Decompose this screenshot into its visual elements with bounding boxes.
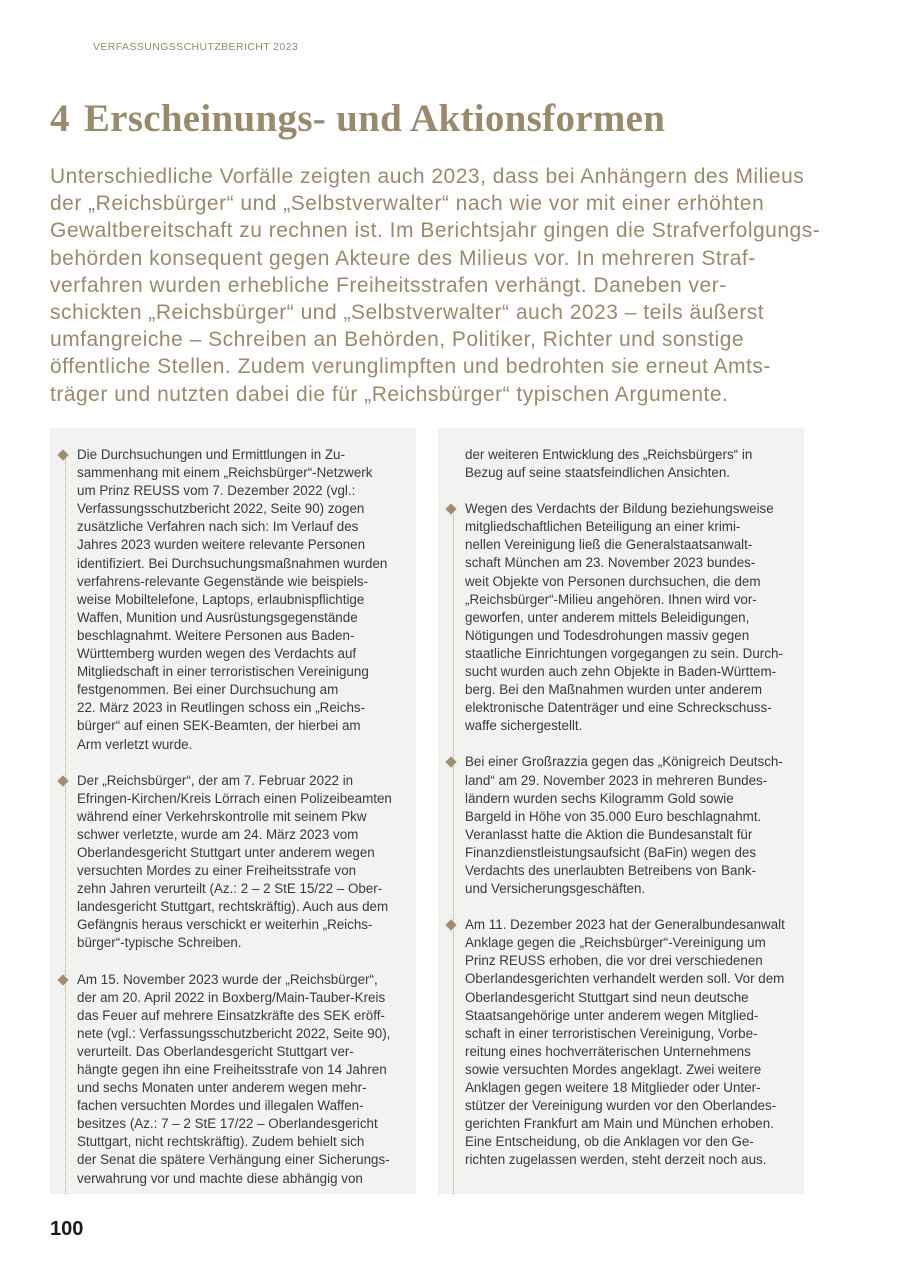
bullet-paragraph [465, 500, 800, 735]
text-line: Anklage gegen die „Reichsbürger“-Vereinigung um [465, 935, 766, 951]
chapter-title-text: Erscheinungs- und Aktionsformen [83, 97, 666, 140]
text-line: besitzes (Az.: 7 – 2 StE 17/22 – Oberlandesgericht [77, 1116, 378, 1132]
diamond-bullet-icon [57, 974, 68, 985]
text-line: schaft in einer terroristischen Vereinigung, Vorbe- [465, 1025, 758, 1041]
text-line: nete (vgl.: Verfassungsschutzbericht 2022, Seite 90), [77, 1025, 391, 1041]
text-line: weit Objekte von Personen durchsuchen, die dem [465, 573, 761, 589]
text-line: Oberlandesgericht Stuttgart sind neun deutsche [465, 989, 749, 1005]
text-line: berg. Bei den Maßnahmen wurden unter anderem [465, 682, 763, 698]
text-line: versuchten Mordes zu einer Freiheitsstrafe von [77, 863, 357, 879]
lead-paragraph [50, 163, 821, 408]
continued-paragraph [465, 446, 800, 482]
text-line: Staatsangehörige unter anderem wegen Mitglied- [465, 1007, 759, 1023]
text-line: schwer verletzte, wurde am 24. März 2023 vom [77, 826, 359, 842]
text-line: Gefängnis heraus verschickt er weiterhin „Reichs- [77, 917, 373, 933]
bullet-paragraph [465, 753, 800, 898]
text-line: fachen versuchten Mordes und illegalen Waffen- [77, 1098, 364, 1114]
lead-line: Gewaltbereitschaft zu rechnen ist. Im Berichtsjahr gingen die Strafverfolgungs- [50, 219, 821, 243]
text-line: Stuttgart, nicht rechtskräftig). Zudem behielt sich [77, 1134, 365, 1150]
bullet-paragraph [77, 772, 412, 953]
diamond-bullet-icon [57, 449, 68, 460]
text-line: „Reichsbürger“-Milieu angehören. Ihnen wird vor- [465, 591, 757, 607]
text-line: zusätzliche Verfahren nach sich: Im Verlauf des [77, 519, 359, 535]
text-line: Veranlasst hatte die Aktion die Bundesanstalt für [465, 826, 753, 842]
lead-line: der „Reichsbürger“ und „Selbstverwalter“ nach wie vor mit einer erhöhten [50, 192, 765, 216]
diamond-bullet-icon [445, 757, 456, 768]
text-line: Eine Entscheidung, ob die Anklagen vor den Ge- [465, 1134, 754, 1150]
chapter-title [50, 96, 665, 141]
lead-line: verfahren wurden erhebliche Freiheitsstrafen verhängt. Daneben ver- [50, 273, 727, 297]
text-line: verfahrens-relevante Gegenstände wie beispiels- [77, 573, 369, 589]
text-line: identifiziert. Bei Durchsuchungsmaßnahmen wurden [77, 555, 388, 571]
text-line: der weiteren Entwicklung des „Reichsbürgers“ in [465, 447, 753, 462]
text-line: landesgericht Stuttgart, rechtskräftig). Auch aus dem [77, 899, 389, 915]
text-line: um Prinz REUSS vom 7. Dezember 2022 (vgl.: [77, 483, 356, 499]
text-line: Jahres 2023 wurden weitere relevante Personen [77, 537, 366, 553]
text-line: Arm verletzt wurde. [77, 736, 193, 752]
text-line: gerichten Frankfurt am Main und München erhoben. [465, 1116, 774, 1132]
text-line: Bei einer Großrazzia gegen das „Königreich Deutsch- [465, 754, 783, 770]
text-line: und Versicherungsgeschäften. [465, 881, 646, 897]
bullet-paragraph [77, 446, 412, 754]
lead-line: umfangreiche – Schreiben an Behörden, Politiker, Richter und sonstige [50, 328, 745, 352]
diamond-bullet-icon [57, 775, 68, 786]
diamond-bullet-icon [445, 504, 456, 515]
text-line: Württemberg wurden wegen des Verdachts auf [77, 646, 357, 662]
text-line: geworfen, unter anderem mittels Beleidigungen, [465, 609, 750, 625]
bullet-paragraph [77, 971, 412, 1188]
text-line: hängte gegen ihn eine Freiheitsstrafe von 14 Jahren [77, 1062, 387, 1077]
right-column [465, 446, 800, 1187]
text-line: zehn Jahren verurteilt (Az.: 2 – 2 StE 15/22 – Ober- [77, 881, 383, 897]
lead-line: behörden konsequent gegen Akteure des Milieus vor. In mehreren Straf- [50, 246, 756, 270]
text-line: Die Durchsuchungen und Ermittlungen in Zu- [77, 447, 345, 462]
left-column [77, 446, 412, 1194]
text-line: Wegen des Verdachts der Bildung beziehungsweise [465, 501, 774, 517]
text-line: beschlagnahmt. Weitere Personen aus Baden- [77, 627, 355, 643]
text-line: sowie versuchten Mordes angeklagt. Zwei weitere [465, 1061, 762, 1077]
text-line: Verdachts des unerlaubten Betreibens von Bank- [465, 862, 757, 878]
text-line: stützer der Vereinigung wurden vor den Oberlandes- [465, 1098, 777, 1114]
text-line: festgenommen. Bei einer Durchsuchung am [77, 682, 339, 698]
text-line: ländern wurden sechs Kilogramm Gold sowie [465, 790, 734, 806]
right-info-box [438, 428, 804, 1194]
text-line: reitung eines hochverräterischen Unternehmens [465, 1043, 751, 1059]
text-line: Verfassungsschutzbericht 2022, Seite 90) zogen [77, 501, 365, 517]
text-line: land“ am 29. November 2023 in mehreren Bundes- [465, 772, 768, 788]
text-line: das Feuer auf mehrere Einsatzkräfte des SEK eröff- [77, 1007, 385, 1023]
text-line: bürger“-typische Schreiben. [77, 935, 242, 951]
text-line: sucht wurden auch zehn Objekte in Baden-Württem- [465, 664, 777, 680]
text-line: 22. März 2023 in Reutlingen schoss ein „Reichs- [77, 700, 366, 716]
text-line: Nötigungen und Todesdrohungen massiv gegen [465, 627, 750, 643]
bullet-paragraph [465, 916, 800, 1169]
text-line: weise Mobiltelefone, Laptops, erlaubnispflichtige [77, 591, 365, 607]
text-line: schaft München am 23. November 2023 bundes- [465, 555, 756, 571]
text-line: Bargeld in Höhe von 35.000 Euro beschlagnahmt. [465, 808, 762, 824]
text-line: Waffen, Munition und Ausrüstungsgegenstände [77, 609, 358, 625]
text-line: Efringen-Kirchen/Kreis Lörrach einen Polizeibeamten [77, 790, 392, 806]
chapter-number: 4 [50, 97, 70, 140]
dotted-divider [65, 458, 66, 1194]
text-line: staatliche Einrichtungen vorgegangen zu sein. Durch- [465, 645, 783, 661]
text-line: Mitgliedschaft in einer terroristischen Vereinigung [77, 664, 369, 680]
text-line: mitgliedschaftlichen Beteiligung an einer krimi- [465, 519, 741, 535]
text-line: bürger“ auf einen SEK-Beamten, der hierbei am [77, 718, 361, 734]
text-line: waffe sichergestellt. [465, 718, 583, 734]
text-line: Am 15. November 2023 wurde der „Reichsbürger“, [77, 971, 378, 987]
dotted-divider [453, 510, 454, 1194]
text-line: während einer Verkehrskontrolle mit seinem Pkw [77, 808, 367, 824]
text-line: verurteilt. Das Oberlandesgericht Stuttgart ver- [77, 1043, 354, 1059]
page-number: 100 [50, 1218, 84, 1240]
text-line: elektronische Datenträger und eine Schreckschuss- [465, 700, 772, 716]
lead-line: Unterschiedliche Vorfälle zeigten auch 2023, dass bei Anhängern des Milieus [50, 165, 805, 188]
text-line: Am 11. Dezember 2023 hat der Generalbundesanwalt [465, 917, 785, 933]
text-line: sammenhang mit einem „Reichsbürger“-Netzwerk [77, 465, 373, 481]
text-line: Der „Reichsbürger“, der am 7. Februar 2022 in [77, 772, 354, 788]
text-line: richten zugelassen werden, steht derzeit noch aus. [465, 1152, 767, 1168]
text-line: der am 20. April 2022 in Boxberg/Main-Tauber-Kreis [77, 989, 386, 1005]
text-line: Oberlandesgerichten verhandelt werden soll. Vor dem [465, 971, 785, 987]
text-line: Finanzdienstleistungsaufsicht (BaFin) wegen des [465, 844, 757, 860]
text-line: verwahrung vor und machte diese abhängig von [77, 1170, 363, 1186]
text-line: nellen Vereinigung ließ die Generalstaatsanwalt- [465, 537, 753, 553]
text-line: Oberlandesgericht Stuttgart unter anderem wegen [77, 844, 375, 860]
lead-line: öffentliche Stellen. Zudem verunglimpften und bedrohten sie erneut Amts- [50, 355, 771, 379]
text-line: Bezug auf seine staatsfeindlichen Ansichten. [465, 465, 731, 481]
lead-line: schickten „Reichsbürger“ und „Selbstverwalter“ auch 2023 – teils äußerst [50, 301, 765, 325]
text-line: Anklagen gegen weitere 18 Mitglieder oder Unter- [465, 1080, 761, 1095]
text-line: der Senat die spätere Verhängung einer Sicherungs- [77, 1152, 390, 1168]
running-header: VERFASSUNGSSCHUTZBERICHT 2023 [93, 41, 299, 53]
lead-line: träger und nutzten dabei die für „Reichsbürger“ typischen Argumente. [50, 382, 729, 406]
text-line: und sechs Monaten unter anderem wegen mehr- [77, 1080, 367, 1096]
text-line: Prinz REUSS erhoben, die vor drei verschiedenen [465, 953, 763, 969]
diamond-bullet-icon [445, 919, 456, 930]
left-info-box [50, 428, 416, 1194]
